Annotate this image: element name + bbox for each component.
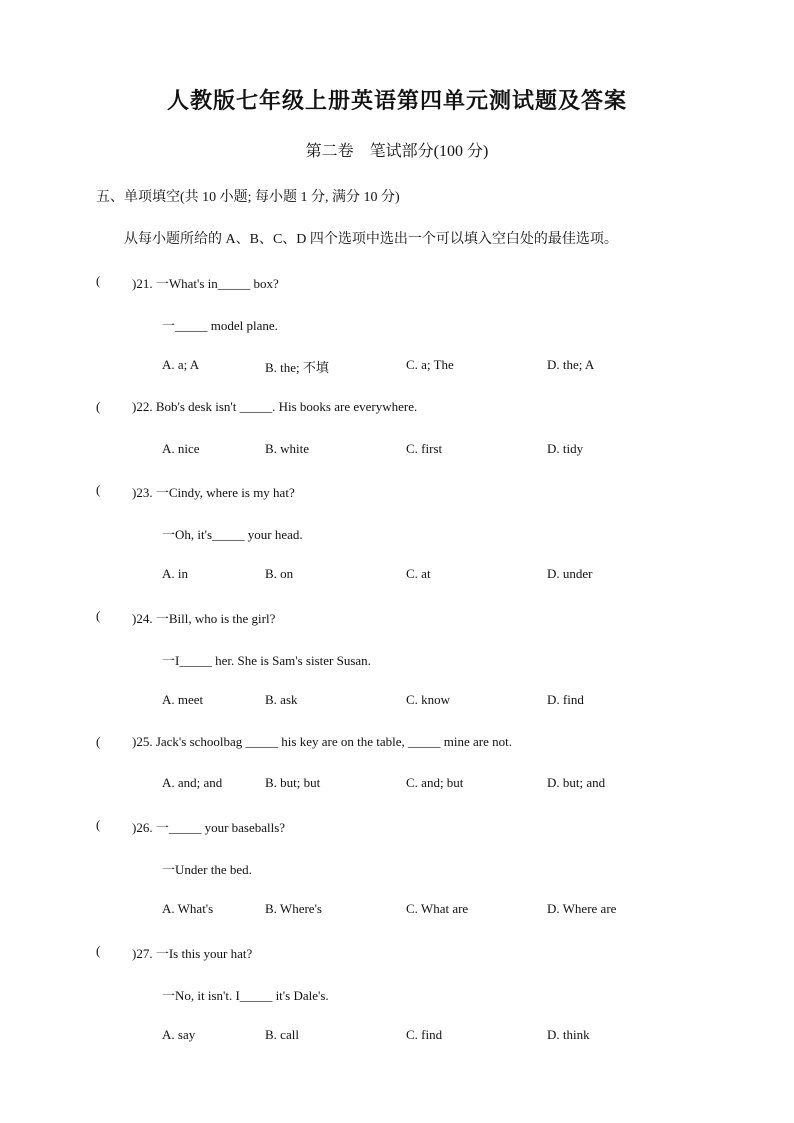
answer-bracket[interactable]: ( — [96, 482, 101, 497]
option-b[interactable]: B. but; but — [265, 775, 321, 790]
option-d[interactable]: D. under — [547, 566, 593, 581]
question-27-response: 一No, it isn't. I_____ it's Dale's. — [162, 988, 329, 1003]
option-c[interactable]: C. first — [406, 441, 443, 456]
option-b[interactable]: B. Where's — [265, 901, 322, 916]
answer-bracket[interactable]: ( — [96, 273, 101, 288]
question-22-options — [0, 441, 794, 461]
answer-bracket[interactable]: ( — [96, 734, 101, 749]
option-b[interactable]: B. the; 不填 — [265, 360, 329, 375]
option-c[interactable]: C. What are — [406, 901, 469, 916]
question-21-options — [0, 357, 794, 377]
option-d[interactable]: D. but; and — [547, 775, 606, 790]
option-d[interactable]: D. Where are — [547, 901, 617, 916]
option-a[interactable]: A. What's — [162, 901, 214, 916]
option-c[interactable]: C. find — [406, 1027, 443, 1042]
option-a[interactable]: A. and; and — [162, 775, 223, 790]
question-24-options — [0, 692, 794, 712]
page-subtitle: 第二卷 笔试部分(100 分) — [305, 143, 489, 160]
question-stem: )21. 一What's in_____ box? — [132, 276, 279, 291]
option-a[interactable]: A. meet — [162, 692, 204, 707]
option-b[interactable]: B. on — [265, 566, 294, 581]
option-c[interactable]: C. a; The — [406, 357, 454, 372]
option-a[interactable]: A. in — [162, 566, 188, 581]
question-26-options — [0, 901, 794, 921]
option-d[interactable]: D. the; A — [547, 357, 595, 372]
question-21-response: 一_____ model plane. — [162, 318, 278, 333]
option-d[interactable]: D. tidy — [547, 441, 584, 456]
question-27-options — [0, 1027, 794, 1047]
question-stem: )22. Bob's desk isn't _____. His books are everywhere. — [132, 399, 418, 414]
question-23-response: 一Oh, it's_____ your head. — [162, 527, 303, 542]
question-23-options — [0, 566, 794, 586]
option-c[interactable]: C. and; but — [406, 775, 464, 790]
question-stem: )24. 一Bill, who is the girl? — [132, 611, 276, 626]
section-heading: 五、单项填空(共 10 小题; 每小题 1 分, 满分 10 分) — [96, 190, 400, 205]
page-title: 人教版七年级上册英语第四单元测试题及答案 — [166, 88, 627, 114]
question-26-response: 一Under the bed. — [162, 862, 252, 877]
option-a[interactable]: A. a; A — [162, 357, 200, 372]
answer-bracket[interactable]: ( — [96, 608, 101, 623]
section-instruction: 从每小题所给的 A、B、C、D 四个选项中选出一个可以填入空白处的最佳选项。 — [124, 232, 618, 247]
question-stem: )23. 一Cindy, where is my hat? — [132, 485, 295, 500]
answer-bracket[interactable]: ( — [96, 399, 101, 414]
option-a[interactable]: A. nice — [162, 441, 200, 456]
option-c[interactable]: C. know — [406, 692, 451, 707]
question-stem: )26. 一_____ your baseballs? — [132, 820, 286, 835]
question-stem: )27. 一Is this your hat? — [132, 946, 253, 961]
answer-bracket[interactable]: ( — [96, 817, 101, 832]
answer-bracket[interactable]: ( — [96, 943, 101, 958]
option-c[interactable]: C. at — [406, 566, 431, 581]
question-25-options — [0, 775, 794, 795]
option-d[interactable]: D. find — [547, 692, 584, 707]
option-a[interactable]: A. say — [162, 1027, 196, 1042]
question-stem: )25. Jack's schoolbag _____ his key are on the table, _____ mine are not. — [132, 734, 512, 749]
option-b[interactable]: B. white — [265, 441, 310, 456]
option-d[interactable]: D. think — [547, 1027, 590, 1042]
question-24-response: 一I_____ her. She is Sam's sister Susan. — [162, 653, 371, 668]
option-b[interactable]: B. call — [265, 1027, 299, 1042]
option-b[interactable]: B. ask — [265, 692, 298, 707]
